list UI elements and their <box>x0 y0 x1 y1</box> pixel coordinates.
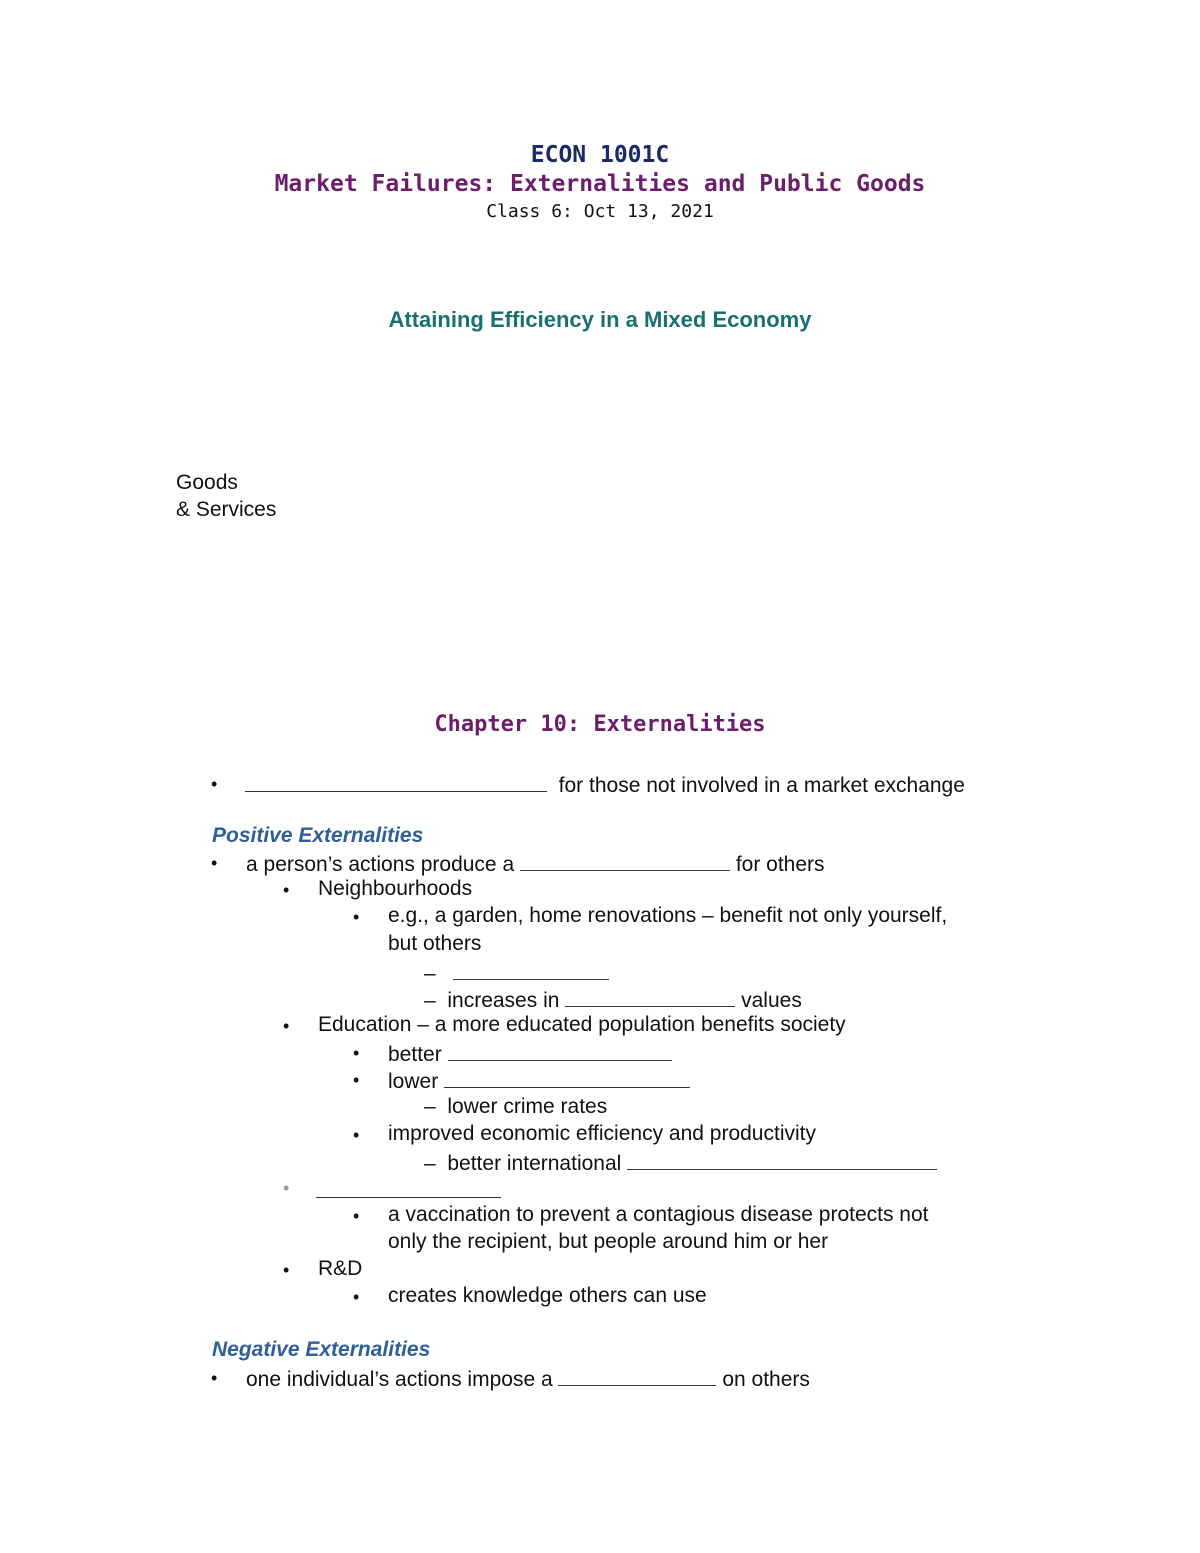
fill-blank <box>565 987 735 1007</box>
rd-item: R&D <box>318 1257 363 1280</box>
bullet: • <box>283 1016 290 1036</box>
def-suffix: on others <box>722 1368 810 1391</box>
lower-line <box>388 1068 690 1092</box>
garden-line-2: but others <box>388 932 482 955</box>
vaccine-line-1: a vaccination to prevent a contagious disease protects not <box>388 1203 929 1226</box>
blank-item-line <box>316 1178 501 1202</box>
bullet: • <box>353 1287 360 1307</box>
better-label: better <box>388 1043 442 1066</box>
fill-blank <box>627 1150 937 1170</box>
lower-label: lower <box>388 1070 439 1093</box>
increases-line <box>424 987 802 1011</box>
positive-definition <box>246 851 825 875</box>
fill-blank <box>245 772 547 792</box>
fill-blank <box>453 960 609 980</box>
services-label: & Services <box>176 498 277 521</box>
education-item: Education – a more educated population benefits society <box>318 1013 846 1036</box>
bullet: • <box>283 1178 290 1198</box>
crime-text: lower crime rates <box>447 1095 608 1118</box>
def-prefix: a person’s actions produce a <box>246 853 515 876</box>
dash: – <box>424 989 436 1012</box>
improved-item: improved economic efficiency and productivity <box>388 1122 816 1145</box>
better-line <box>388 1041 672 1065</box>
fill-blank <box>316 1178 501 1198</box>
international-line <box>424 1150 937 1174</box>
dash: – <box>424 962 436 985</box>
dash: – <box>424 1095 436 1118</box>
bullet: • <box>211 853 218 873</box>
international-text: better international <box>447 1152 622 1175</box>
knowledge-item: creates knowledge others can use <box>388 1284 707 1307</box>
bullet: • <box>211 774 218 794</box>
bullet: • <box>353 1206 360 1226</box>
neighbourhoods-item: Neighbourhoods <box>318 877 473 900</box>
negative-heading: Negative Externalities <box>212 1338 431 1361</box>
bullet: • <box>353 1125 360 1145</box>
bullet: • <box>211 1368 218 1388</box>
increases-prefix: increases in <box>447 989 560 1012</box>
garden-line-1: e.g., a garden, home renovations – benefit not only yourself, <box>388 904 948 927</box>
bullet: • <box>283 880 290 900</box>
intro-line <box>245 772 965 796</box>
goods-label: Goods <box>176 471 238 494</box>
course-code: ECON 1001C <box>530 142 670 168</box>
fill-blank <box>558 1366 716 1386</box>
fill-blank <box>448 1041 672 1061</box>
fill-blank <box>444 1068 690 1088</box>
bullet: • <box>353 1043 360 1063</box>
negative-definition <box>246 1366 810 1390</box>
dash: – <box>424 1152 436 1175</box>
def-prefix: one individual’s actions impose a <box>246 1368 553 1391</box>
document-title: Market Failures: Externalities and Public Goods <box>274 171 926 197</box>
positive-heading: Positive Externalities <box>212 824 424 847</box>
bullet: • <box>353 1070 360 1090</box>
class-info: Class 6: Oct 13, 2021 <box>486 201 714 222</box>
def-suffix: for others <box>735 853 825 876</box>
bullet: • <box>283 1260 290 1280</box>
dash-blank-line <box>424 960 609 984</box>
bullet: • <box>353 907 360 927</box>
vaccine-line-2: only the recipient, but people around him or her <box>388 1230 829 1253</box>
crime-line <box>424 1096 607 1117</box>
chapter-heading: Chapter 10: Externalities <box>434 712 766 737</box>
increases-suffix: values <box>741 989 802 1012</box>
fill-blank <box>520 851 730 871</box>
intro-text: for those not involved in a market exchange <box>558 774 965 797</box>
section-heading: Attaining Efficiency in a Mixed Economy <box>388 307 812 332</box>
